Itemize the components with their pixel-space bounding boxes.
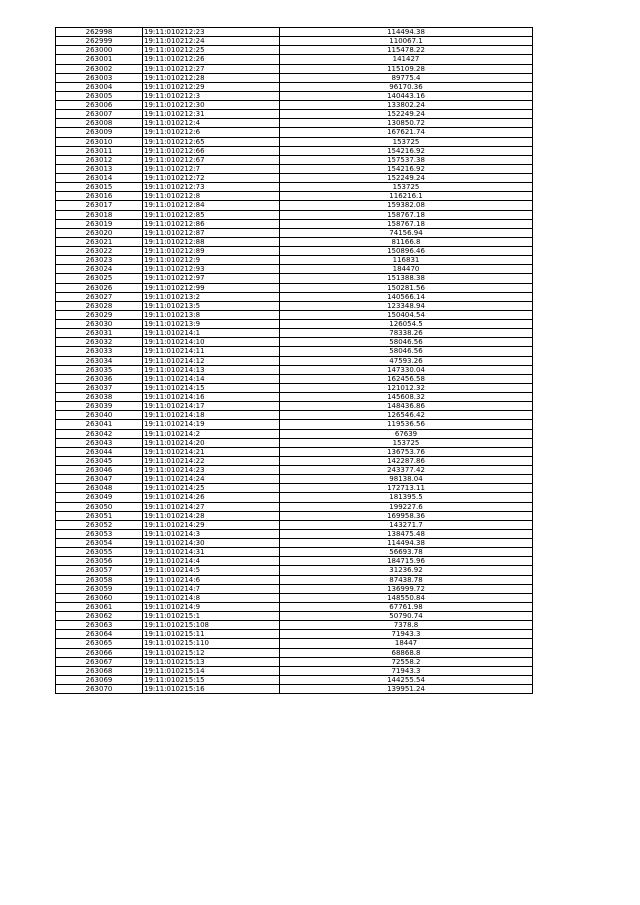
- cadastral-number-cell: 19:11:010212:24: [143, 37, 280, 46]
- cadastral-number-cell: 19:11:010212:73: [143, 183, 280, 192]
- value-cell: 147330.04: [280, 365, 533, 374]
- value-cell: 115478.22: [280, 46, 533, 55]
- row-number-cell: 263066: [56, 648, 143, 657]
- table-row: [56, 584, 533, 593]
- value-cell: 139951.24: [280, 685, 533, 694]
- cadastral-number-cell: 19:11:010212:23: [143, 28, 280, 37]
- value-cell: 153725: [280, 137, 533, 146]
- row-number-cell: 262998: [56, 28, 143, 37]
- table-row: [56, 210, 533, 219]
- table-row: [56, 192, 533, 201]
- value-cell: 162456.58: [280, 374, 533, 383]
- cadastral-number-cell: 19:11:010212:8: [143, 192, 280, 201]
- table-row: [56, 484, 533, 493]
- row-number-cell: 263008: [56, 119, 143, 128]
- row-number-cell: 263015: [56, 183, 143, 192]
- cadastral-number-cell: 19:11:010214:8: [143, 593, 280, 602]
- table-row: [56, 612, 533, 621]
- value-cell: 116831: [280, 256, 533, 265]
- row-number-cell: 263042: [56, 429, 143, 438]
- value-cell: 119536.56: [280, 420, 533, 429]
- cadastral-number-cell: 19:11:010215:1: [143, 612, 280, 621]
- value-cell: 96170.36: [280, 82, 533, 91]
- table-row: [56, 174, 533, 183]
- cadastral-number-cell: 19:11:010214:2: [143, 429, 280, 438]
- cadastral-number-cell: 19:11:010212:26: [143, 55, 280, 64]
- value-cell: 158767.18: [280, 219, 533, 228]
- cadastral-number-cell: 19:11:010213:9: [143, 320, 280, 329]
- value-cell: 68868.8: [280, 648, 533, 657]
- row-number-cell: 263041: [56, 420, 143, 429]
- row-number-cell: 263069: [56, 675, 143, 684]
- cadastral-number-cell: 19:11:010212:3: [143, 91, 280, 100]
- row-number-cell: 263034: [56, 356, 143, 365]
- value-cell: 58046.56: [280, 347, 533, 356]
- cadastral-number-cell: 19:11:010214:23: [143, 466, 280, 475]
- table-row: [56, 301, 533, 310]
- table-row: [56, 137, 533, 146]
- value-cell: 114494.38: [280, 539, 533, 548]
- cadastral-number-cell: 19:11:010214:25: [143, 484, 280, 493]
- value-cell: 157537.38: [280, 155, 533, 164]
- table-row: [56, 657, 533, 666]
- value-cell: 150404.54: [280, 310, 533, 319]
- table-row: [56, 466, 533, 475]
- value-cell: 121012.32: [280, 383, 533, 392]
- value-cell: 141427: [280, 55, 533, 64]
- table-row: [56, 374, 533, 383]
- table-row: [56, 411, 533, 420]
- row-number-cell: 263007: [56, 110, 143, 119]
- table-row: [56, 593, 533, 602]
- table-row: [56, 456, 533, 465]
- cadastral-number-cell: 19:11:010214:15: [143, 383, 280, 392]
- value-cell: 74156.94: [280, 228, 533, 237]
- row-number-cell: 263047: [56, 475, 143, 484]
- data-table: [55, 27, 533, 694]
- row-number-cell: 263048: [56, 484, 143, 493]
- cadastral-number-cell: 19:11:010212:9: [143, 256, 280, 265]
- row-number-cell: 263051: [56, 511, 143, 520]
- cadastral-number-cell: 19:11:010212:31: [143, 110, 280, 119]
- table-row: [56, 247, 533, 256]
- value-cell: 58046.56: [280, 338, 533, 347]
- cadastral-number-cell: 19:11:010212:87: [143, 228, 280, 237]
- value-cell: 152249.24: [280, 110, 533, 119]
- row-number-cell: 263046: [56, 466, 143, 475]
- row-number-cell: 263070: [56, 685, 143, 694]
- value-cell: 98138.04: [280, 475, 533, 484]
- row-number-cell: 263022: [56, 247, 143, 256]
- cadastral-number-cell: 19:11:010212:28: [143, 73, 280, 82]
- row-number-cell: 263031: [56, 329, 143, 338]
- cadastral-number-cell: 19:11:010212:7: [143, 164, 280, 173]
- row-number-cell: 263006: [56, 101, 143, 110]
- table-row: [56, 64, 533, 73]
- row-number-cell: 263060: [56, 593, 143, 602]
- table-row: [56, 73, 533, 82]
- value-cell: 150896.46: [280, 247, 533, 256]
- row-number-cell: 263057: [56, 566, 143, 575]
- row-number-cell: 263033: [56, 347, 143, 356]
- cadastral-number-cell: 19:11:010213:2: [143, 292, 280, 301]
- table-row: [56, 228, 533, 237]
- cadastral-number-cell: 19:11:010214:20: [143, 438, 280, 447]
- row-number-cell: 263061: [56, 602, 143, 611]
- table-row: [56, 28, 533, 37]
- row-number-cell: 263040: [56, 411, 143, 420]
- table-row: [56, 402, 533, 411]
- row-number-cell: 263026: [56, 283, 143, 292]
- row-number-cell: 263030: [56, 320, 143, 329]
- row-number-cell: 263028: [56, 301, 143, 310]
- table-row: [56, 648, 533, 657]
- cadastral-number-cell: 19:11:010215:110: [143, 639, 280, 648]
- row-number-cell: 263001: [56, 55, 143, 64]
- value-cell: 136753.76: [280, 447, 533, 456]
- value-cell: 136999.72: [280, 584, 533, 593]
- cadastral-number-cell: 19:11:010214:5: [143, 566, 280, 575]
- cadastral-number-cell: 19:11:010214:30: [143, 539, 280, 548]
- cadastral-number-cell: 19:11:010214:31: [143, 548, 280, 557]
- cadastral-number-cell: 19:11:010214:12: [143, 356, 280, 365]
- value-cell: 81166.8: [280, 237, 533, 246]
- cadastral-number-cell: 19:11:010214:27: [143, 502, 280, 511]
- table-row: [56, 356, 533, 365]
- row-number-cell: 263065: [56, 639, 143, 648]
- value-cell: 153725: [280, 183, 533, 192]
- cadastral-number-cell: 19:11:010212:67: [143, 155, 280, 164]
- table-row: [56, 639, 533, 648]
- row-number-cell: 263021: [56, 237, 143, 246]
- row-number-cell: 263017: [56, 201, 143, 210]
- value-cell: 89775.4: [280, 73, 533, 82]
- table-row: [56, 256, 533, 265]
- table-row: [56, 146, 533, 155]
- value-cell: 47593.26: [280, 356, 533, 365]
- table-row: [56, 183, 533, 192]
- value-cell: 56693.78: [280, 548, 533, 557]
- row-number-cell: 263010: [56, 137, 143, 146]
- row-number-cell: 263067: [56, 657, 143, 666]
- table-row: [56, 685, 533, 694]
- cadastral-number-cell: 19:11:010214:17: [143, 402, 280, 411]
- value-cell: 126546.42: [280, 411, 533, 420]
- row-number-cell: 263049: [56, 493, 143, 502]
- row-number-cell: 263063: [56, 621, 143, 630]
- cadastral-number-cell: 19:11:010214:1: [143, 329, 280, 338]
- cadastral-number-cell: 19:11:010212:88: [143, 237, 280, 246]
- row-number-cell: 263014: [56, 174, 143, 183]
- table-row: [56, 575, 533, 584]
- table-row: [56, 429, 533, 438]
- cadastral-number-cell: 19:11:010213:5: [143, 301, 280, 310]
- value-cell: 130850.72: [280, 119, 533, 128]
- row-number-cell: 263039: [56, 402, 143, 411]
- value-cell: 116216.1: [280, 192, 533, 201]
- value-cell: 145608.32: [280, 393, 533, 402]
- cadastral-number-cell: 19:11:010215:108: [143, 621, 280, 630]
- row-number-cell: 263037: [56, 383, 143, 392]
- cadastral-number-cell: 19:11:010212:84: [143, 201, 280, 210]
- cadastral-number-cell: 19:11:010212:86: [143, 219, 280, 228]
- row-number-cell: 263059: [56, 584, 143, 593]
- row-number-cell: 263003: [56, 73, 143, 82]
- cadastral-number-cell: 19:11:010214:19: [143, 420, 280, 429]
- table-body: [56, 28, 533, 694]
- table-row: [56, 37, 533, 46]
- value-cell: 71943.3: [280, 630, 533, 639]
- cadastral-number-cell: 19:11:010214:13: [143, 365, 280, 374]
- table-row: [56, 420, 533, 429]
- cadastral-number-cell: 19:11:010214:18: [143, 411, 280, 420]
- value-cell: 67761.98: [280, 602, 533, 611]
- value-cell: 72558.2: [280, 657, 533, 666]
- cadastral-number-cell: 19:11:010212:93: [143, 265, 280, 274]
- row-number-cell: 263024: [56, 265, 143, 274]
- table-row: [56, 101, 533, 110]
- cadastral-number-cell: 19:11:010213:8: [143, 310, 280, 319]
- row-number-cell: 263012: [56, 155, 143, 164]
- value-cell: 184715.96: [280, 557, 533, 566]
- value-cell: 148436.86: [280, 402, 533, 411]
- value-cell: 172713.11: [280, 484, 533, 493]
- row-number-cell: 263068: [56, 666, 143, 675]
- cadastral-number-cell: 19:11:010212:99: [143, 283, 280, 292]
- cadastral-number-cell: 19:11:010212:25: [143, 46, 280, 55]
- table-row: [56, 55, 533, 64]
- table-row: [56, 393, 533, 402]
- value-cell: 199227.6: [280, 502, 533, 511]
- value-cell: 126054.5: [280, 320, 533, 329]
- cadastral-number-cell: 19:11:010215:15: [143, 675, 280, 684]
- row-number-cell: 263036: [56, 374, 143, 383]
- table-row: [56, 338, 533, 347]
- value-cell: 7378.8: [280, 621, 533, 630]
- cadastral-number-cell: 19:11:010214:10: [143, 338, 280, 347]
- value-cell: 158767.18: [280, 210, 533, 219]
- cadastral-number-cell: 19:11:010212:4: [143, 119, 280, 128]
- cadastral-number-cell: 19:11:010214:21: [143, 447, 280, 456]
- row-number-cell: 263027: [56, 292, 143, 301]
- table-row: [56, 201, 533, 210]
- cadastral-number-cell: 19:11:010214:9: [143, 602, 280, 611]
- value-cell: 181395.5: [280, 493, 533, 502]
- row-number-cell: 263052: [56, 520, 143, 529]
- table-row: [56, 520, 533, 529]
- cadastral-number-cell: 19:11:010215:12: [143, 648, 280, 657]
- row-number-cell: 263043: [56, 438, 143, 447]
- row-number-cell: 263002: [56, 64, 143, 73]
- table-row: [56, 529, 533, 538]
- value-cell: 154216.92: [280, 146, 533, 155]
- value-cell: 151388.38: [280, 274, 533, 283]
- value-cell: 87438.78: [280, 575, 533, 584]
- cadastral-number-cell: 19:11:010215:11: [143, 630, 280, 639]
- value-cell: 140443.16: [280, 91, 533, 100]
- row-number-cell: 263000: [56, 46, 143, 55]
- cadastral-number-cell: 19:11:010212:65: [143, 137, 280, 146]
- row-number-cell: 263005: [56, 91, 143, 100]
- row-number-cell: 263054: [56, 539, 143, 548]
- value-cell: 18447: [280, 639, 533, 648]
- row-number-cell: 263023: [56, 256, 143, 265]
- cadastral-number-cell: 19:11:010214:29: [143, 520, 280, 529]
- cadastral-number-cell: 19:11:010212:27: [143, 64, 280, 73]
- table-row: [56, 110, 533, 119]
- value-cell: 67639: [280, 429, 533, 438]
- row-number-cell: 263019: [56, 219, 143, 228]
- table-row: [56, 630, 533, 639]
- value-cell: 144255.54: [280, 675, 533, 684]
- cadastral-number-cell: 19:11:010215:13: [143, 657, 280, 666]
- table-row: [56, 320, 533, 329]
- table-row: [56, 493, 533, 502]
- cadastral-number-cell: 19:11:010214:28: [143, 511, 280, 520]
- value-cell: 140566.14: [280, 292, 533, 301]
- value-cell: 142287.86: [280, 456, 533, 465]
- table-row: [56, 219, 533, 228]
- row-number-cell: 263004: [56, 82, 143, 91]
- table-row: [56, 548, 533, 557]
- table-row: [56, 82, 533, 91]
- row-number-cell: 263056: [56, 557, 143, 566]
- value-cell: 150281.56: [280, 283, 533, 292]
- value-cell: 143271.7: [280, 520, 533, 529]
- row-number-cell: 263038: [56, 393, 143, 402]
- table-row: [56, 164, 533, 173]
- row-number-cell: 263009: [56, 128, 143, 137]
- table-row: [56, 274, 533, 283]
- cadastral-number-cell: 19:11:010214:24: [143, 475, 280, 484]
- table-row: [56, 46, 533, 55]
- table-row: [56, 329, 533, 338]
- cadastral-number-cell: 19:11:010212:66: [143, 146, 280, 155]
- cadastral-number-cell: 19:11:010212:30: [143, 101, 280, 110]
- row-number-cell: 263058: [56, 575, 143, 584]
- table-row: [56, 310, 533, 319]
- value-cell: 154216.92: [280, 164, 533, 173]
- row-number-cell: 263055: [56, 548, 143, 557]
- cadastral-number-cell: 19:11:010214:11: [143, 347, 280, 356]
- table-row: [56, 292, 533, 301]
- row-number-cell: 263020: [56, 228, 143, 237]
- table-row: [56, 566, 533, 575]
- value-cell: 50790.74: [280, 612, 533, 621]
- table-row: [56, 621, 533, 630]
- value-cell: 31236.92: [280, 566, 533, 575]
- table-row: [56, 666, 533, 675]
- row-number-cell: 263044: [56, 447, 143, 456]
- row-number-cell: 263050: [56, 502, 143, 511]
- value-cell: 114494.38: [280, 28, 533, 37]
- row-number-cell: 263045: [56, 456, 143, 465]
- value-cell: 167621.74: [280, 128, 533, 137]
- value-cell: 71943.3: [280, 666, 533, 675]
- cadastral-number-cell: 19:11:010214:7: [143, 584, 280, 593]
- cadastral-number-cell: 19:11:010214:4: [143, 557, 280, 566]
- cadastral-number-cell: 19:11:010214:16: [143, 393, 280, 402]
- row-number-cell: 263011: [56, 146, 143, 155]
- cadastral-number-cell: 19:11:010212:29: [143, 82, 280, 91]
- value-cell: 152249.24: [280, 174, 533, 183]
- value-cell: 133802.24: [280, 101, 533, 110]
- table-row: [56, 365, 533, 374]
- cadastral-number-cell: 19:11:010215:16: [143, 685, 280, 694]
- table-row: [56, 237, 533, 246]
- value-cell: 153725: [280, 438, 533, 447]
- cadastral-number-cell: 19:11:010212:89: [143, 247, 280, 256]
- value-cell: 115109.28: [280, 64, 533, 73]
- cadastral-number-cell: 19:11:010214:14: [143, 374, 280, 383]
- cadastral-number-cell: 19:11:010212:85: [143, 210, 280, 219]
- row-number-cell: 263029: [56, 310, 143, 319]
- value-cell: 123348.94: [280, 301, 533, 310]
- row-number-cell: 263018: [56, 210, 143, 219]
- cadastral-number-cell: 19:11:010214:3: [143, 529, 280, 538]
- row-number-cell: 263013: [56, 164, 143, 173]
- value-cell: 159382.08: [280, 201, 533, 210]
- row-number-cell: 263062: [56, 612, 143, 621]
- table-row: [56, 447, 533, 456]
- table-row: [56, 119, 533, 128]
- table-row: [56, 539, 533, 548]
- table-row: [56, 557, 533, 566]
- table-row: [56, 265, 533, 274]
- table-row: [56, 602, 533, 611]
- value-cell: 148550.84: [280, 593, 533, 602]
- cadastral-number-cell: 19:11:010212:97: [143, 274, 280, 283]
- table-row: [56, 347, 533, 356]
- row-number-cell: 263025: [56, 274, 143, 283]
- value-cell: 169958.36: [280, 511, 533, 520]
- value-cell: 138475.48: [280, 529, 533, 538]
- row-number-cell: 263032: [56, 338, 143, 347]
- table-row: [56, 383, 533, 392]
- cadastral-number-cell: 19:11:010212:72: [143, 174, 280, 183]
- table-row: [56, 91, 533, 100]
- value-cell: 184470: [280, 265, 533, 274]
- table-row: [56, 511, 533, 520]
- value-cell: 78338.26: [280, 329, 533, 338]
- cadastral-number-cell: 19:11:010212:6: [143, 128, 280, 137]
- row-number-cell: 263064: [56, 630, 143, 639]
- value-cell: 110067.1: [280, 37, 533, 46]
- table-row: [56, 155, 533, 164]
- cadastral-number-cell: 19:11:010214:22: [143, 456, 280, 465]
- table-row: [56, 283, 533, 292]
- cadastral-number-cell: 19:11:010215:14: [143, 666, 280, 675]
- table-row: [56, 438, 533, 447]
- table-row: [56, 502, 533, 511]
- cadastral-number-cell: 19:11:010214:26: [143, 493, 280, 502]
- row-number-cell: 263016: [56, 192, 143, 201]
- row-number-cell: 262999: [56, 37, 143, 46]
- cadastral-number-cell: 19:11:010214:6: [143, 575, 280, 584]
- value-cell: 243377.42: [280, 466, 533, 475]
- row-number-cell: 263035: [56, 365, 143, 374]
- table-row: [56, 475, 533, 484]
- row-number-cell: 263053: [56, 529, 143, 538]
- table-row: [56, 675, 533, 684]
- table-row: [56, 128, 533, 137]
